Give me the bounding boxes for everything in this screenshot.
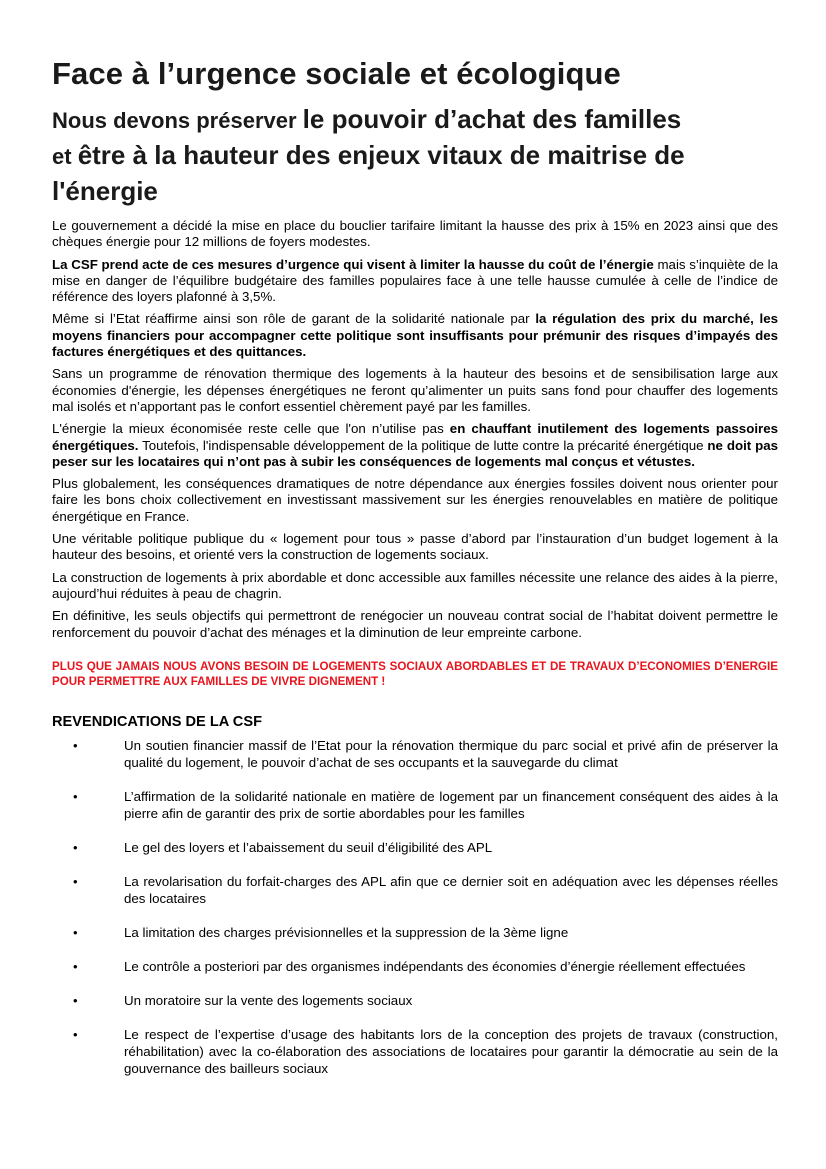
demand-item [52,924,778,941]
page-title: Face à l’urgence sociale et écologique [52,56,621,91]
demand-item [52,839,778,856]
paragraph-8: La construction de logements à prix abordable et donc accessible aux familles nécessite une relance des aides à la pierre, aujourd’hui réduites à peau de chagrin. [52,569,778,601]
paragraph-5 [52,421,778,470]
demand-text: Un soutien financier massif de l’Etat pour la rénovation thermique du parc social et privé afin de préserver la qualité du logement, le pouvoir d’achat de ses occupants et la sauvegarde du climat [124,737,778,770]
paragraph-5-text-1: L'énergie la mieux économisée reste celle que l'on n’utilise pas [52,421,450,437]
paragraph-3 [52,311,778,360]
demand-item [52,788,778,822]
bullet-icon: • [73,1026,78,1042]
paragraph-2 [52,257,778,306]
alert-statement: PLUS QUE JAMAIS NOUS AVONS BESOIN DE LOGEMENTS SOCIAUX ABORDABLES ET DE TRAVAUX D’ECONOMIES D’ENERGIE POUR PERMETTRE AUX FAMILLES DE VIVRE DIGNEMENT ! [52,659,778,688]
subtitle-part-3: et [52,144,78,169]
demand-text: La limitation des charges prévisionnelles et la suppression de la 3ème ligne [124,924,569,940]
paragraph-9: En définitive, les seuls objectifs qui permettront de renégocier un nouveau contrat social de l’habitat doivent permettre le renforcement du pouvoir d’achat des ménages et la diminution de leur empreinte carbone. [52,608,778,640]
paragraph-2-text: mais s’inquiète de la mise en danger de l’équilibre budgétaire des familles populaires face à une telle hausse cumulée à celle de l’indice de référence des loyers plafonné à 3,5%. [52,256,778,305]
paragraph-4: Sans un programme de rénovation thermique des logements à la hauteur des besoins et de sensibilisation large aux économies d'énergie, les dépenses énergétiques ne feront qu’alimenter un puits sans fond pour chauffer des logements mal isolés et n’apportant pas le confort essentiel chèrement payé par les familles. [52,366,778,414]
demands-list [52,737,778,1077]
demand-item [52,873,778,907]
paragraph-7: Une véritable politique publique du « logement pour tous » passe d’abord par l’instauration d’un budget logement à la hauteur des besoins, et orienté vers la construction de logements sociaux. [52,531,778,563]
paragraph-5-bold-1: en chauffant inutilement des logements passoires énergétiques. [52,421,778,453]
paragraph-1: Le gouvernement a décidé la mise en place du bouclier tarifaire limitant la hausse des prix à 15% en 2023 ainsi que des chèques énergie pour 12 millions de foyers modestes. [52,218,778,250]
paragraph-2-bold: La CSF prend acte de ces mesures d’urgence qui visent à limiter la hausse du coût de l’énergie [52,256,654,272]
demand-text: L’affirmation de la solidarité nationale en matière de logement par un financement conséquent des aides à la pierre afin de garantir des prix de sortie abordables pour les familles [124,788,778,821]
bullet-icon: • [73,992,78,1008]
demand-text: La revolarisation du forfait-charges des APL afin que ce dernier soit en adéquation avec les dépenses réelles des locataires [124,873,778,906]
document-page [52,56,778,1094]
bullet-icon: • [73,924,78,940]
demands-heading: REVENDICATIONS DE LA CSF [52,713,262,730]
paragraph-5-bold-2: ne doit pas peser sur les locataires qui n’ont pas à subir les conséquences de logements mal conçus et vétustes. [52,437,779,469]
demand-text: Le gel des loyers et l’abaissement du seuil d’éligibilité des APL [124,839,493,855]
bullet-icon: • [73,958,78,974]
demand-item [52,1026,778,1077]
bullet-icon: • [73,873,78,889]
subtitle-part-4: être à la hauteur des enjeux vitaux de maitrise de l'énergie [52,140,685,206]
demand-item [52,992,778,1009]
demand-text: Le contrôle a posteriori par des organismes indépendants des économies d’énergie réellement effectuées [124,958,746,974]
paragraph-6: Plus globalement, les conséquences dramatiques de notre dépendance aux énergies fossiles doivent nous orienter pour faire les bons choix collectivement en investissant massivement sur les énergies renouvelables en matière de politique énergétique en France. [52,476,778,524]
bullet-icon: • [73,737,78,753]
bullet-icon: • [73,839,78,855]
bullet-icon: • [73,788,78,804]
subtitle-part-2: le pouvoir d’achat des familles [302,104,682,134]
subtitle-part-1: Nous devons préserver [52,108,303,133]
paragraph-3-bold: la régulation des prix du marché, les moyens financiers pour accompagner cette politique sont insuffisants pour prémunir des risques d’impayés des factures énergétiques et des quittances. [52,311,778,360]
demand-text: Un moratoire sur la vente des logements sociaux [124,992,413,1008]
demand-item [52,958,778,975]
paragraph-3-text: Même si l’Etat réaffirme ainsi son rôle de garant de la solidarité nationale par [52,311,536,327]
demand-text: Le respect de l’expertise d’usage des habitants lors de la conception des projets de travaux (construction, réhabilitation) avec la co-élaboration des associations de locataires pour garantir la démocratie au sein de la gouvernance des bailleurs sociaux [124,1026,778,1076]
page-subtitle [52,102,778,208]
paragraph-5-text-2: Toutefois, l'indispensable développement de la politique de lutte contre la précarité énergétique [138,437,708,453]
demand-item [52,737,778,771]
